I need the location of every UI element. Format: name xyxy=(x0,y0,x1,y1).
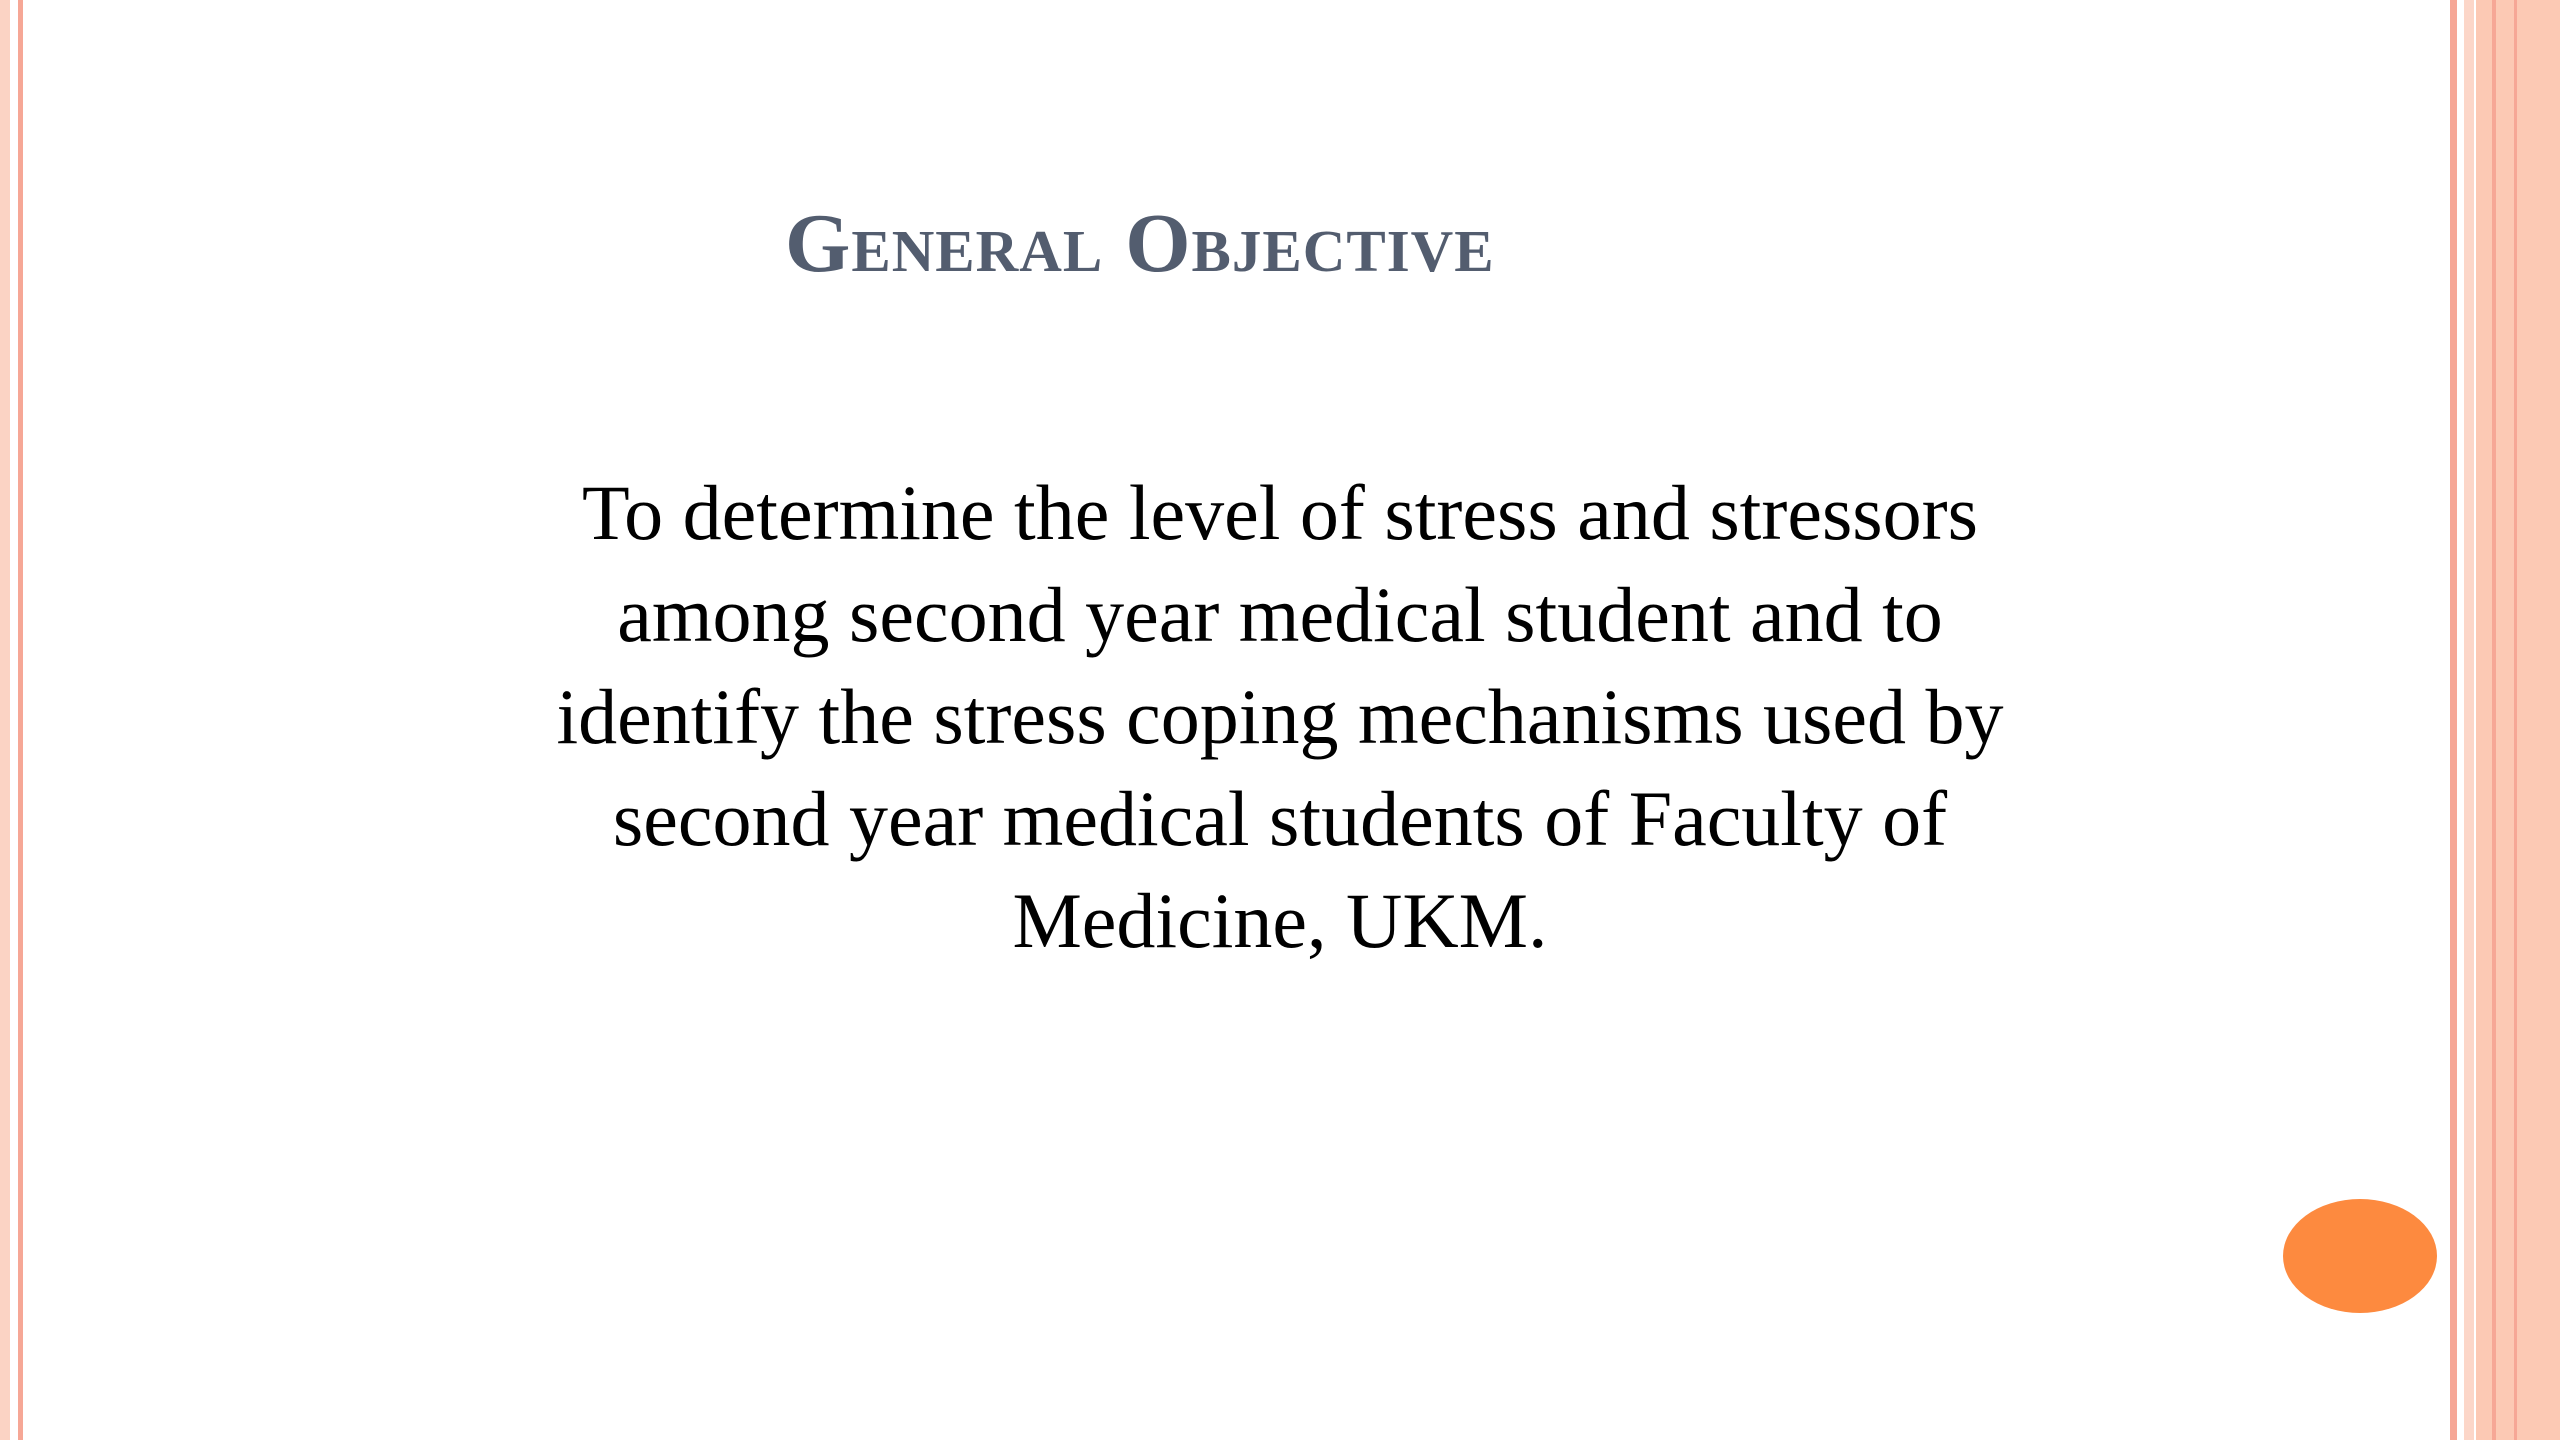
objective-line: among second year medical student and to xyxy=(617,571,1943,658)
right-band-line xyxy=(2514,0,2517,1440)
right-band-line xyxy=(2492,0,2496,1440)
objective-line: identify the stress coping mechanisms used by xyxy=(556,673,2004,760)
left-border-accent-line xyxy=(18,0,23,1440)
slide-title: General Objective xyxy=(785,197,1495,290)
orange-circle-decoration xyxy=(2283,1199,2437,1313)
objective-line: To determine the level of stress and stressors xyxy=(581,469,1978,556)
right-border-band xyxy=(2476,0,2560,1440)
right-border-light-stripe xyxy=(2464,0,2474,1440)
objective-text xyxy=(430,462,2130,972)
objective-line: second year medical students of Faculty of xyxy=(612,775,1948,862)
right-border-line xyxy=(2450,0,2457,1440)
left-border-line xyxy=(0,0,10,1440)
objective-line: Medicine, UKM. xyxy=(1012,877,1548,964)
